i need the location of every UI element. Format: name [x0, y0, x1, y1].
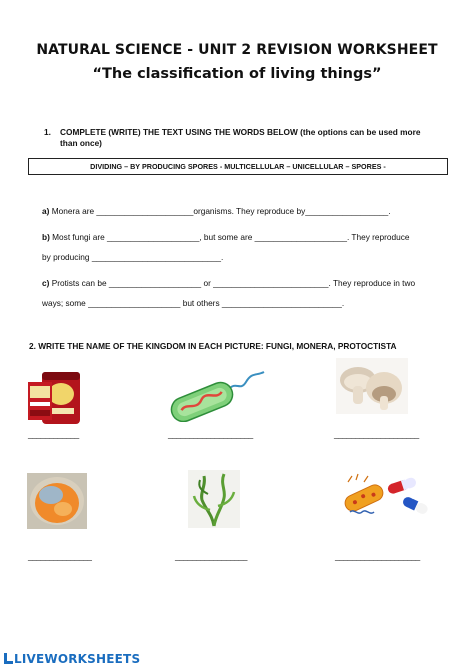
protist-amoeba-picture — [27, 473, 87, 529]
question-1-instruction — [44, 127, 444, 149]
sentence-b-label: b) — [42, 232, 50, 242]
sentence-b-text1[interactable]: Most fungi are ____________________, but some are ____________________. They reproduce — [49, 232, 410, 242]
footer-brand: LIVEWORKSHEETS — [14, 652, 141, 666]
mushrooms-picture — [336, 358, 408, 414]
worksheet-subtitle: “The classification of living things” — [92, 66, 382, 82]
question-2-instruction: 2. WRITE THE NAME OF THE KINGDOM IN EACH PICTURE: FUNGI, MONERA, PROTOCTISTA — [29, 341, 397, 351]
answer-blank-4[interactable]: _______________ — [28, 552, 92, 561]
sentence-c-text2[interactable]: ways; some ____________________ but others __________________________. — [42, 298, 345, 308]
worksheet-title: NATURAL SCIENCE - UNIT 2 REVISION WORKSHEET — [36, 42, 438, 58]
answer-blank-3[interactable]: ____________________ — [334, 430, 419, 439]
answer-blank-6[interactable]: ____________________ — [335, 552, 420, 561]
question-1-text-line1: COMPLETE (WRITE) THE TEXT USING THE WORDS BELOW (the options can be used more — [60, 127, 421, 137]
bacteria-and-pills-picture — [340, 472, 432, 522]
sentence-a-label: a) — [42, 206, 50, 216]
word-bank: DIVIDING – BY PRODUCING SPORES - MULTICELLULAR – UNICELLULAR – SPORES - — [28, 158, 448, 175]
liveworksheets-logo-icon — [4, 653, 13, 664]
green-algae-picture — [188, 470, 240, 528]
bacterium-picture — [166, 370, 266, 422]
sentence-c-line1 — [42, 278, 415, 288]
question-1-text-line2: than once) — [60, 138, 102, 148]
answer-blank-2[interactable]: ____________________ — [168, 430, 253, 439]
question-1-number: 1. — [44, 127, 51, 137]
sentence-c-label: c) — [42, 278, 50, 288]
yeast-container-picture — [26, 368, 82, 426]
liveworksheets-logo[interactable] — [4, 652, 140, 666]
sentence-c-text1[interactable]: Protists can be ____________________ or _________________________. They reproduce in two — [49, 278, 416, 288]
sentence-a — [42, 206, 391, 216]
sentence-a-text[interactable]: Monera are _____________________organisms. They reproduce by__________________. — [49, 206, 391, 216]
answer-blank-1[interactable]: ____________ — [28, 430, 79, 439]
sentence-b-text2[interactable]: by producing ____________________________. — [42, 252, 224, 262]
answer-blank-5[interactable]: _________________ — [175, 552, 248, 561]
sentence-b-line1 — [42, 232, 410, 242]
